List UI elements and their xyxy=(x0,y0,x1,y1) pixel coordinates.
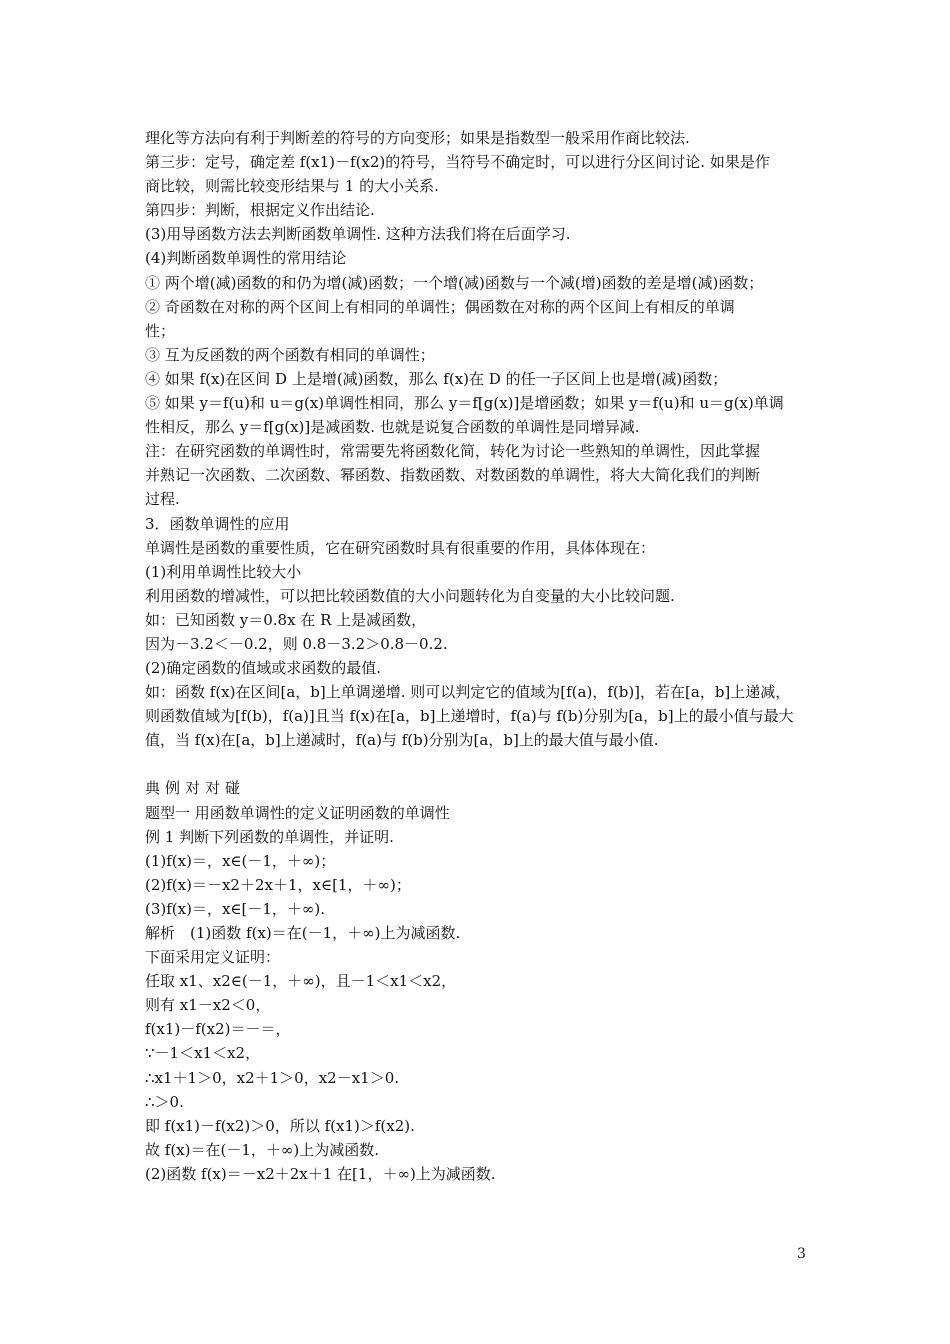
text-line: ① 两个增(减)函数的和仍为增(减)函数；一个增(减)函数与一个减(增)函数的差是增(减)函数； xyxy=(145,273,764,292)
page-body xyxy=(145,126,810,1186)
page-number: 3 xyxy=(797,1246,806,1262)
example-heading: 题型一 用函数单调性的定义证明函数的单调性 xyxy=(145,803,450,822)
text-line: ④ 如果 f(x)在区间 D 上是增(减)函数，那么 f(x)在 D 的任一子区间上也是增(减)函数； xyxy=(145,369,728,388)
text-line: 商比较，则需比较变形结果与 1 的大小关系. xyxy=(145,177,439,196)
example-line: 故 f(x)＝在(－1，＋∞)上为减函数. xyxy=(145,1140,379,1159)
text-line: 如：函数 f(x)在区间[a，b]上单调递增. 则可以判定它的值域为[f(a)，f(b)]，若在[a，b]上递减， xyxy=(145,683,791,702)
text-line: 性； xyxy=(145,321,176,340)
text-line: ② 奇函数在对称的两个区间上有相同的单调性；偶函数在对称的两个区间上有相反的单调 xyxy=(145,297,735,316)
example-line: ∴x1＋1＞0，x2＋1＞0，x2－x1＞0. xyxy=(145,1068,400,1087)
text-line: 单调性是函数的重要性质，它在研究函数时具有很重要的作用，具体体现在： xyxy=(145,538,656,557)
section-title: 典例对对碰 xyxy=(145,779,246,798)
example-line: (2)函数 f(x)＝－x2＋2x＋1 在[1，＋∞)上为减函数. xyxy=(145,1164,496,1183)
example-line: 任取 x1、x2∈(－1，＋∞)，且－1＜x1＜x2， xyxy=(145,972,457,991)
text-line: 并熟记一次函数、二次函数、幂函数、指数函数、对数函数的单调性，将大大简化我们的判断 xyxy=(145,466,761,485)
example-line: (3)f(x)＝，x∈[－1，＋∞). xyxy=(145,899,326,918)
example-line: ∴＞0. xyxy=(145,1092,184,1111)
text-line: 值，当 f(x)在[a，b]上递减时，f(a)与 f(b)分别为[a，b]上的最大值与最小值. xyxy=(145,731,659,750)
example-line: 下面采用定义证明： xyxy=(145,948,281,967)
text-line: 理化等方法向有利于判断差的符号的方向变形；如果是指数型一般采用作商比较法. xyxy=(145,129,690,147)
text-line: (3)用导函数方法去判断函数单调性. 这种方法我们将在后面学习. xyxy=(145,225,571,244)
text-line: ③ 互为反函数的两个函数有相同的单调性； xyxy=(145,345,435,364)
example-line: 例 1 判断下列函数的单调性，并证明. xyxy=(145,827,394,846)
text-line: 因为－3.2＜－0.2，则 0.8－3.2＞0.8－0.2. xyxy=(145,634,448,653)
text-line: (4)判断函数单调性的常用结论 xyxy=(145,249,347,268)
text-line: (1)利用单调性比较大小 xyxy=(145,562,302,581)
example-line: 则有 x1－x2＜0， xyxy=(145,996,271,1015)
example-line: (2)f(x)＝－x2＋2x＋1，x∈[1，＋∞)； xyxy=(145,875,411,894)
example-line: 解析 (1)函数 f(x)＝在(－1，＋∞)上为减函数. xyxy=(145,924,461,942)
text-line: (2)确定函数的值域或求函数的最值. xyxy=(145,659,382,678)
example-line: f(x1)－f(x2)＝－＝， xyxy=(145,1020,291,1039)
text-line: 过程. xyxy=(145,490,180,509)
text-line: 如：已知函数 y＝0.8x 在 R 上是减函数， xyxy=(145,610,427,629)
example-line: (1)f(x)＝，x∈(－1，＋∞)； xyxy=(145,851,336,870)
text-line: 性相反，那么 y＝f[g(x)]是减函数. 也就是说复合函数的单调性是同增异减. xyxy=(145,418,640,437)
blank-line xyxy=(145,752,810,776)
example-line: ∵－1＜x1＜x2， xyxy=(145,1044,261,1063)
section-heading: 3．函数单调性的应用 xyxy=(145,514,290,533)
text-line: 则函数值域为[f(b)，f(a)]且当 f(x)在[a，b]上递增时，f(a)与 f(b)分别为[a，b]上的最小值与最大 xyxy=(145,707,794,726)
text-line: 第四步：判断，根据定义作出结论. xyxy=(145,201,375,220)
text-line: 利用函数的增减性，可以把比较函数值的大小问题转化为自变量的大小比较问题. xyxy=(145,586,675,605)
text-line: 第三步：定号，确定差 f(x1)－f(x2)的符号，当符号不确定时，可以进行分区间讨论. 如果是作 xyxy=(145,153,770,172)
text-line: 注：在研究函数的单调性时，常需要先将函数化简，转化为讨论一些熟知的单调性，因此掌握 xyxy=(145,442,761,461)
text-line: ⑤ 如果 y＝f(u)和 u＝g(x)单调性相同，那么 y＝f[g(x)]是增函数；如果 y＝f(u)和 u＝g(x)单调 xyxy=(145,394,784,413)
example-line: 即 f(x1)－f(x2)＞0，所以 f(x1)＞f(x2). xyxy=(145,1116,415,1135)
